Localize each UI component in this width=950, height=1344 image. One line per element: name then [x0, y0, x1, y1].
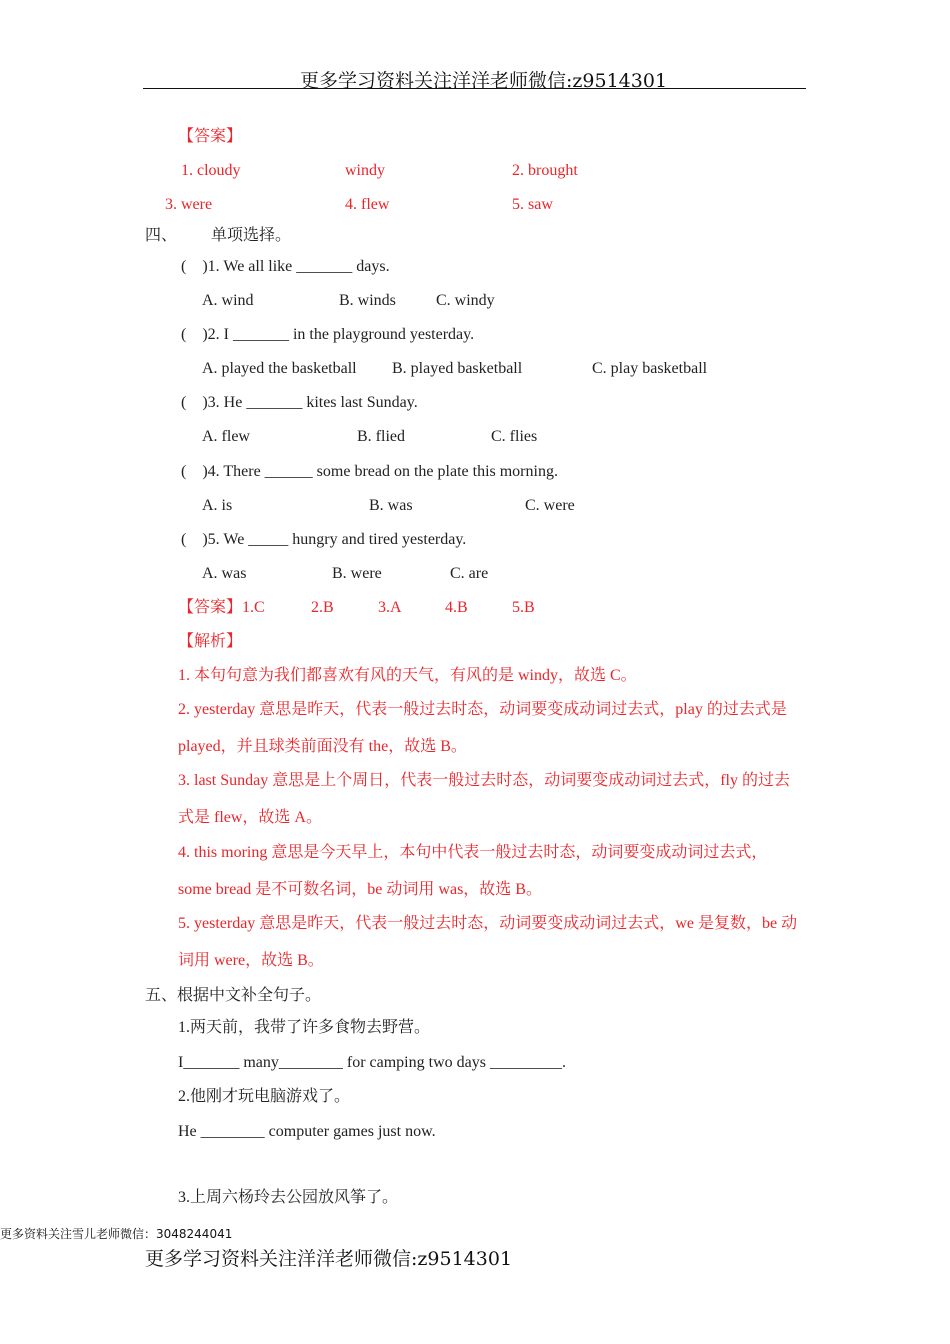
option: B. was	[369, 497, 413, 514]
analysis-line: 词用 were，故选 B。	[178, 952, 324, 969]
analysis-label: 【解析】	[178, 633, 243, 650]
answer-item: 2.B	[311, 599, 334, 616]
question-stem: ( )1. We all like _______ days.	[181, 258, 390, 275]
analysis-line: 式是 flew，故选 A。	[178, 809, 322, 826]
section-title: 单项选择。	[211, 227, 292, 244]
answer-item: 1. cloudy	[181, 162, 241, 179]
footer-contact: 更多资料关注雪儿老师微信：3048244041	[0, 1227, 233, 1241]
answer-label: 【答案】1.C	[178, 599, 265, 616]
answer-item: 5. saw	[512, 196, 553, 213]
page-footer: 更多学习资料关注洋洋老师微信:z9514301	[145, 1248, 513, 1270]
answer-item: 5.B	[512, 599, 535, 616]
option: A. was	[202, 565, 247, 582]
option: B. played basketball	[392, 360, 523, 377]
option: A. is	[202, 497, 233, 514]
question-stem: ( )2. I _______ in the playground yesterday.	[181, 326, 475, 343]
option: A. wind	[202, 292, 254, 309]
exercise-line: 1.两天前，我带了许多食物去野营。	[178, 1019, 431, 1036]
option: C. are	[450, 565, 489, 582]
option: B. flied	[357, 428, 405, 445]
question-stem: ( )3. He _______ kites last Sunday.	[181, 394, 418, 411]
page-header: 更多学习资料关注洋洋老师微信:z9514301	[300, 70, 668, 92]
analysis-line: 3. last Sunday 意思是上个周日，代表一般过去时态，动词要变成动词过去式，fly 的过去	[178, 772, 790, 789]
analysis-line: 2. yesterday 意思是昨天，代表一般过去时态，动词要变成动词过去式，play 的过去式是	[178, 701, 787, 718]
analysis-line: 5. yesterday 意思是昨天，代表一般过去时态，动词要变成动词过去式，we 是复数，be 动	[178, 915, 798, 932]
section-title: 五、根据中文补全句子。	[145, 987, 322, 1004]
analysis-line: 1. 本句句意为我们都喜欢有风的天气，有风的是 windy，故选 C。	[178, 667, 637, 684]
option: A. flew	[202, 428, 250, 445]
answer-item: 3.A	[378, 599, 402, 616]
question-stem: ( )4. There ______ some bread on the plate this morning.	[181, 463, 558, 480]
option: B. winds	[339, 292, 396, 309]
exercise-line: 2.他刚才玩电脑游戏了。	[178, 1088, 351, 1105]
option: A. played the basketball	[202, 360, 357, 377]
answer-item: 4. flew	[345, 196, 390, 213]
section-number: 四、	[145, 227, 178, 244]
option: B. were	[332, 565, 382, 582]
answer-item: windy	[345, 162, 385, 179]
exercise-line: He ________ computer games just now.	[178, 1123, 436, 1140]
question-stem: ( )5. We _____ hungry and tired yesterday.	[181, 531, 467, 548]
exercise-line: I_______ many________ for camping two days _________.	[178, 1054, 566, 1071]
answer-item: 4.B	[445, 599, 468, 616]
answer-item: 3. were	[165, 196, 213, 213]
analysis-line: 4. this moring 意思是今天早上，本句中代表一般过去时态，动词要变成动词过去式，	[178, 844, 768, 861]
header-rule	[143, 88, 806, 89]
analysis-line: played，并且球类前面没有 the，故选 B。	[178, 738, 467, 755]
answer-item: 2. brought	[512, 162, 578, 179]
option: C. flies	[491, 428, 538, 445]
option: C. play basketball	[592, 360, 708, 377]
exercise-line: 3.上周六杨玲去公园放风筝了。	[178, 1189, 399, 1206]
answer-label: 【答案】	[178, 128, 243, 145]
option: C. were	[525, 497, 575, 514]
option: C. windy	[436, 292, 495, 309]
analysis-line: some bread 是不可数名词，be 动词用 was，故选 B。	[178, 881, 542, 898]
